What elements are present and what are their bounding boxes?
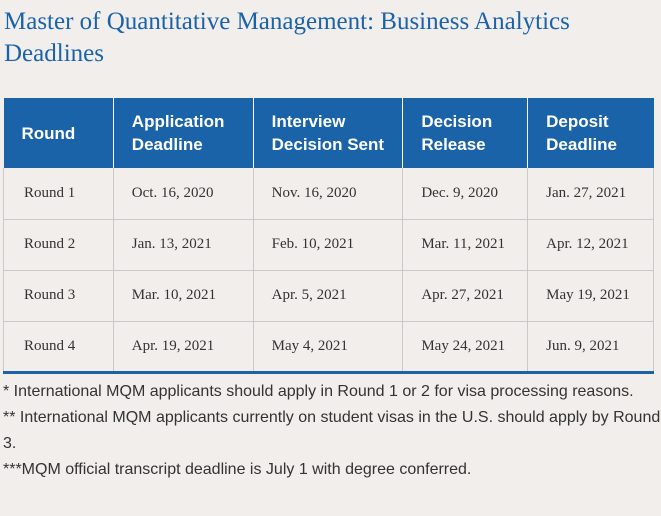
table-row	[4, 168, 654, 219]
header-application-deadline: Application Deadline	[113, 98, 253, 168]
cell-application-deadline: Jan. 13, 2021	[113, 219, 253, 270]
table-row	[4, 219, 654, 270]
footnote-student-visa: ** International MQM applicants currently on student visas in the U.S. should apply by Round 3.	[3, 409, 661, 452]
cell-deposit-deadline: Apr. 12, 2021	[528, 219, 654, 270]
cell-decision-release: Apr. 27, 2021	[403, 270, 528, 321]
footnote-transcript-deadline: ***MQM official transcript deadline is July 1 with degree conferred.	[3, 461, 472, 478]
cell-interview-decision-sent: May 4, 2021	[253, 321, 403, 372]
cell-application-deadline: Oct. 16, 2020	[113, 168, 253, 219]
cell-interview-decision-sent: Apr. 5, 2021	[253, 270, 403, 321]
cell-round: Round 4	[4, 321, 114, 372]
table-header-row	[4, 98, 654, 168]
header-round: Round	[4, 98, 114, 168]
table-row	[4, 321, 654, 372]
table-row	[4, 270, 654, 321]
page-title: Master of Quantitative Management: Business Analytics Deadlines	[4, 8, 570, 67]
footnotes	[3, 379, 661, 483]
cell-round: Round 2	[4, 219, 114, 270]
cell-interview-decision-sent: Feb. 10, 2021	[253, 219, 403, 270]
cell-deposit-deadline: Jun. 9, 2021	[528, 321, 654, 372]
deadlines-table	[3, 98, 654, 374]
cell-decision-release: Mar. 11, 2021	[403, 219, 528, 270]
cell-decision-release: May 24, 2021	[403, 321, 528, 372]
cell-deposit-deadline: May 19, 2021	[528, 270, 654, 321]
header-decision-release: Decision Release	[403, 98, 528, 168]
cell-interview-decision-sent: Nov. 16, 2020	[253, 168, 403, 219]
cell-application-deadline: Mar. 10, 2021	[113, 270, 253, 321]
header-deposit-deadline: Deposit Deadline	[546, 112, 618, 154]
footnote-visa-round: * International MQM applicants should apply in Round 1 or 2 for visa processing reasons.	[3, 383, 634, 400]
cell-deposit-deadline: Jan. 27, 2021	[528, 168, 654, 219]
cell-round: Round 3	[4, 270, 114, 321]
cell-decision-release: Dec. 9, 2020	[403, 168, 528, 219]
cell-application-deadline: Apr. 19, 2021	[113, 321, 253, 372]
cell-round: Round 1	[4, 168, 114, 219]
header-interview-decision-sent: Interview Decision Sent	[253, 98, 403, 168]
